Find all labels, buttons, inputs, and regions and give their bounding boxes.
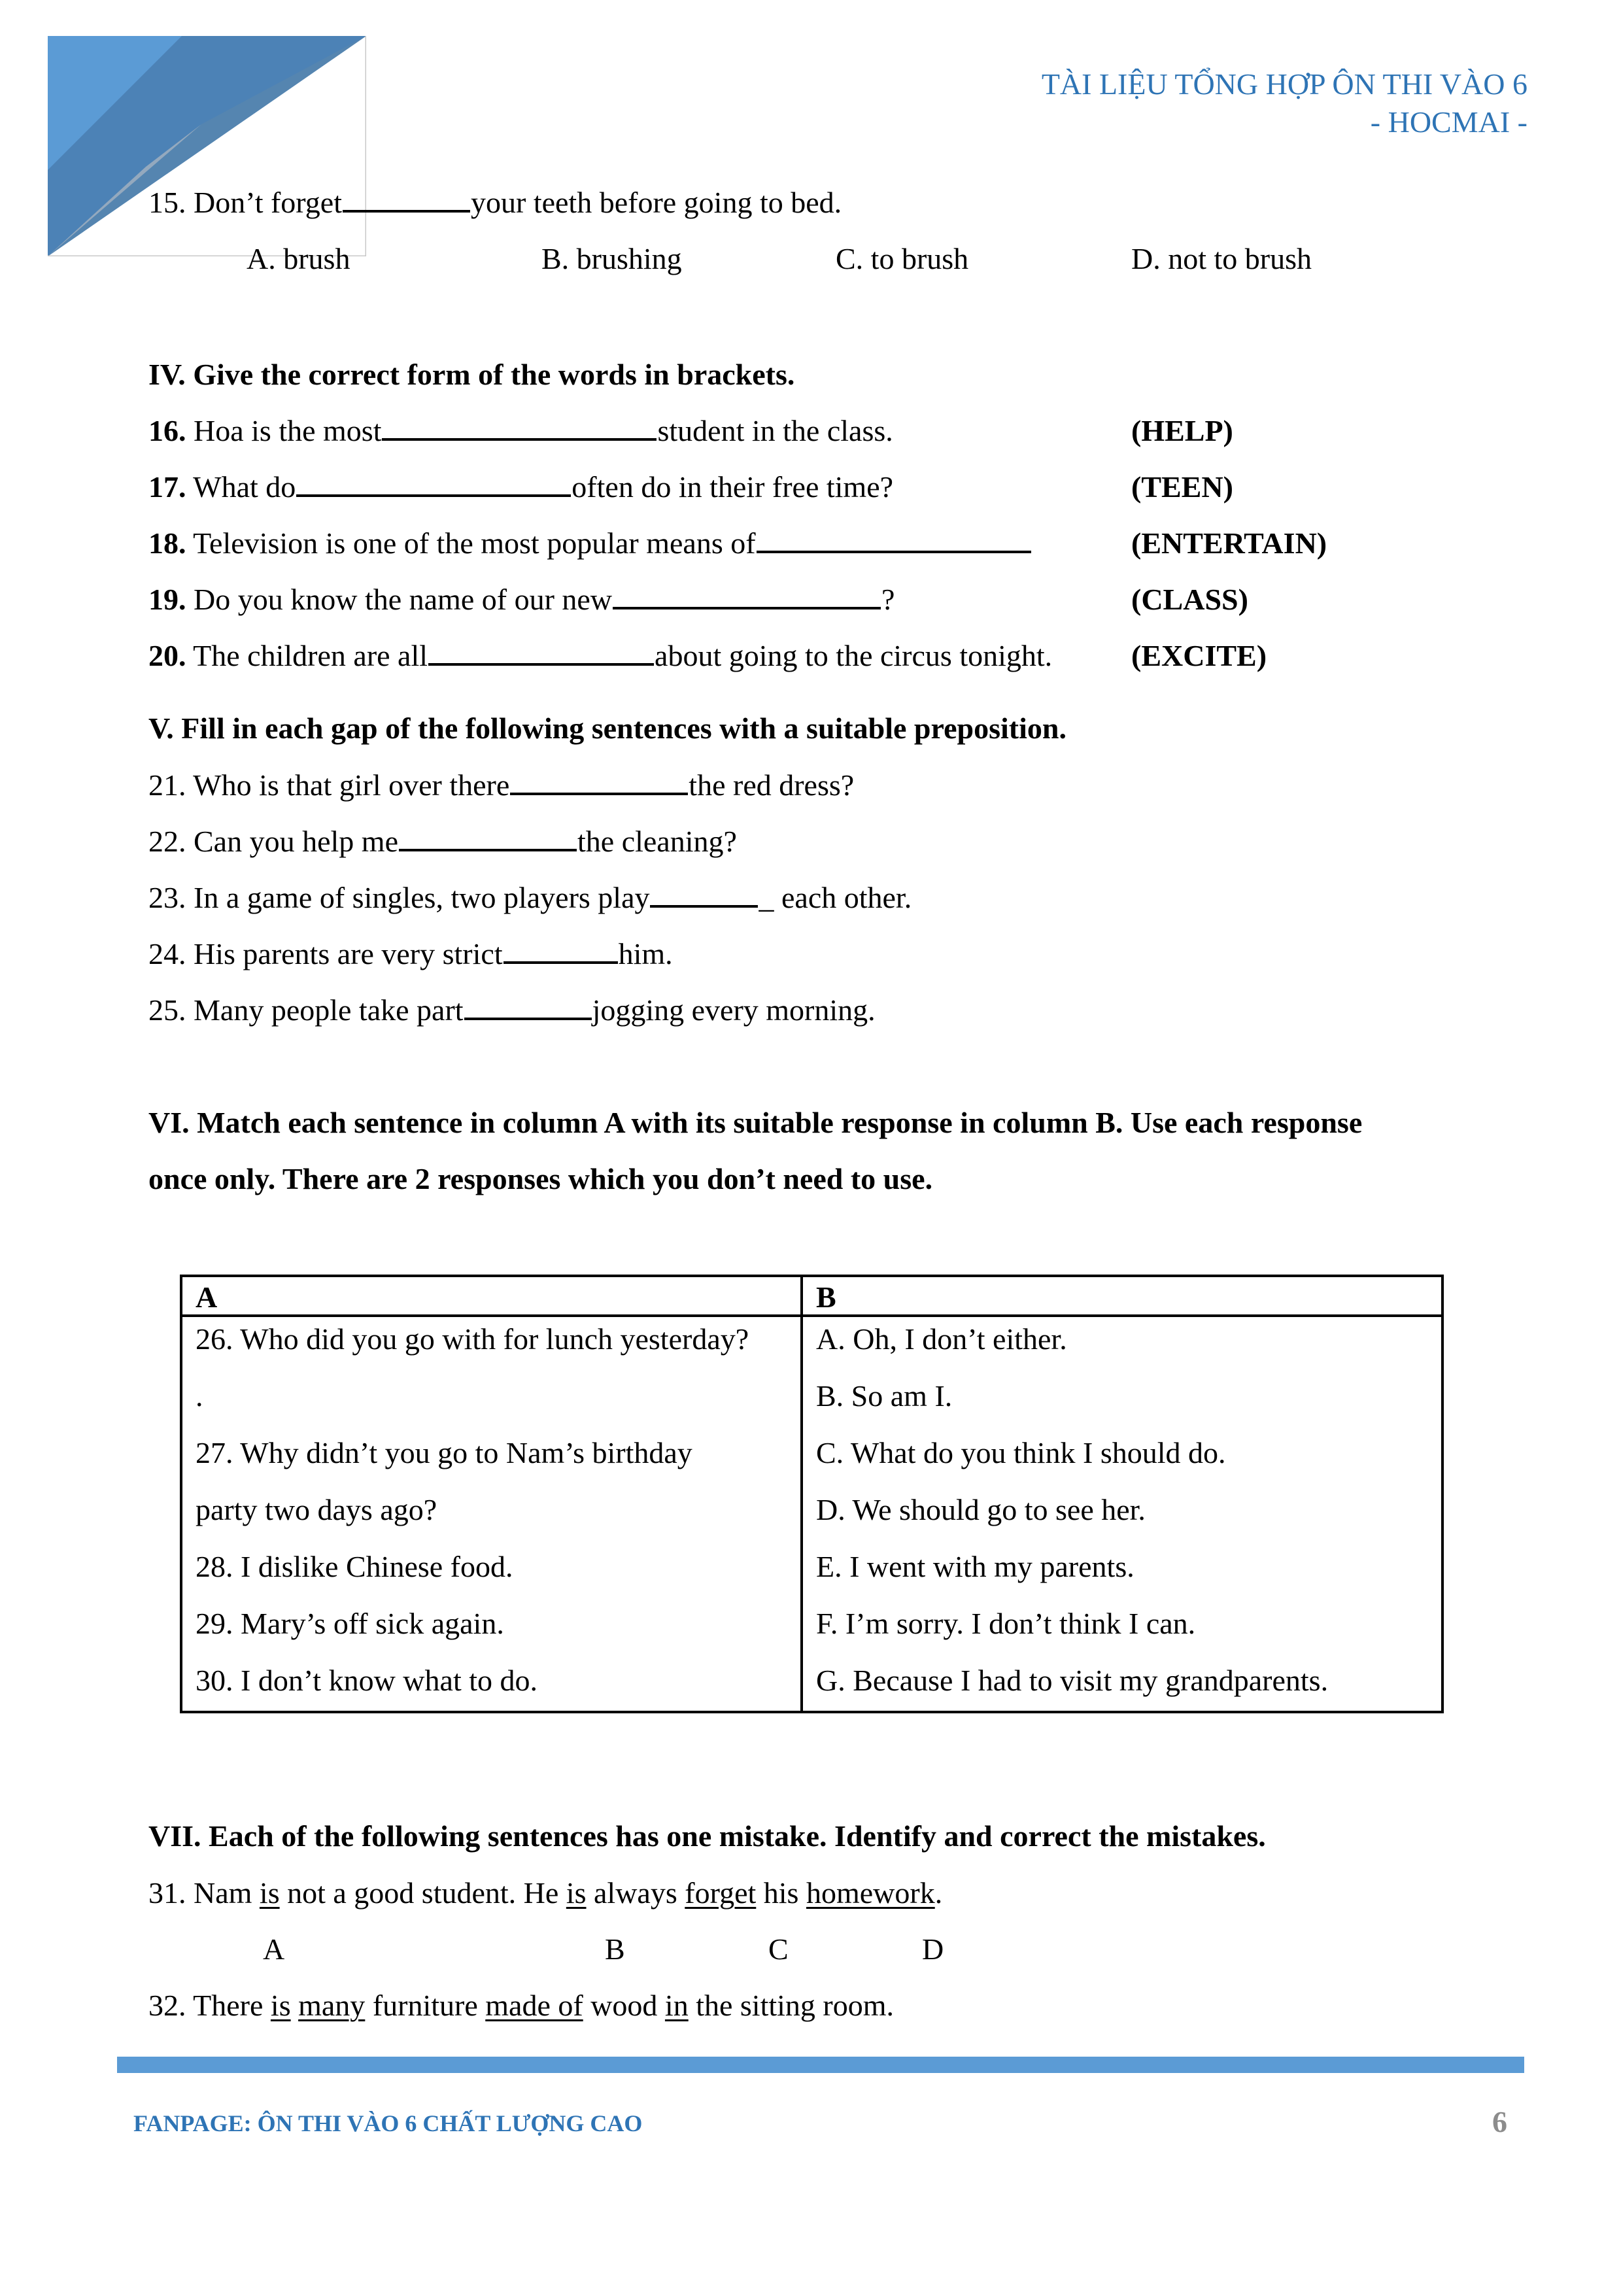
word-hint: (HELP) [1131,414,1233,447]
list-item: F. I’m sorry. I don’t think I can. [816,1607,1196,1640]
question-25 [148,995,876,1025]
answer-blank[interactable] [757,550,1031,553]
page-number: 6 [1492,2105,1507,2138]
question-32 [148,1991,894,2021]
footer-fanpage: FANPAGE: ÔN THI VÀO 6 CHẤT LƯỢNG CAO [133,2110,643,2136]
table-body-row [181,1316,1442,1712]
document-header-title: TÀI LIỆU TỔNG HỢP ÔN THI VÀO 6 [1041,67,1527,101]
answer-blank[interactable] [613,606,881,609]
question-text: . [934,1876,943,1910]
list-item: 30. I don’t know what to do. [196,1664,538,1697]
underlined-option-c[interactable]: forget [685,1876,757,1910]
question-number: 18. [148,526,186,560]
question-text: Do you know the name of our new [186,583,613,616]
question-text: wood [583,1989,665,2022]
answer-blank[interactable] [464,1017,592,1020]
question-text: the sitting room. [688,1989,895,2022]
option-label-a: A [263,1932,285,1966]
question-19 [148,585,895,615]
question-text: his [756,1876,806,1910]
question-text: _ each other. [759,881,912,914]
underlined-option-b[interactable]: many [298,1989,366,2022]
answer-blank[interactable] [382,437,657,441]
question-15 [148,188,842,218]
question-text [291,1989,299,2022]
answer-blank[interactable] [650,904,758,908]
question-text: ? [881,583,895,616]
answer-blank[interactable] [503,961,618,964]
list-item: B. So am I. [816,1379,953,1413]
question-text: often do in their free time? [572,470,894,504]
column-a-header: A [181,1276,802,1316]
underlined-option-b[interactable]: is [566,1876,587,1910]
answer-blank[interactable] [510,792,688,795]
answer-blank[interactable] [343,209,470,213]
question-text: 32. There [148,1989,271,2022]
question-number: 20. [148,639,186,672]
list-item: E. I went with my parents. [816,1550,1135,1583]
question-24 [148,939,673,969]
question-text: Hoa is the most [186,414,382,447]
question-text: Television is one of the most popular means of [186,526,756,560]
underlined-option-c[interactable]: made of [485,1989,583,2022]
question-text: 21. Who is that girl over there [148,768,510,802]
question-text: 15. Don’t forget [148,186,342,219]
question-16 [148,416,893,446]
option-b[interactable]: B. brushing [541,242,682,275]
option-label-c: C [768,1932,789,1966]
question-31 [148,1878,942,1908]
word-hint: (CLASS) [1131,583,1248,616]
section-vii-title: VII. Each of the following sentences has one mistake. Identify and correct the mistakes. [148,1819,1266,1853]
option-c[interactable]: C. to brush [836,242,969,275]
option-label-d: D [922,1932,944,1966]
list-item: A. Oh, I don’t either. [816,1322,1067,1356]
section-vi-title-line1: VI. Match each sentence in column A with its suitable response in column B. Use each response [148,1106,1363,1139]
column-b-cell [802,1316,1442,1712]
footer-divider-bar [117,2057,1524,2073]
question-number: 16. [148,414,186,447]
list-item: G. Because I had to visit my grandparents. [816,1664,1329,1697]
answer-blank[interactable] [428,662,654,666]
question-22 [148,827,737,857]
question-text: furniture [365,1989,486,2022]
question-text: 24. His parents are very strict [148,937,503,970]
question-text: the red dress? [689,768,855,802]
question-21 [148,770,854,800]
question-text: the cleaning? [577,825,737,858]
list-item: 29. Mary’s off sick again. [196,1607,504,1640]
section-iv-title: IV. Give the correct form of the words in brackets. [148,358,795,391]
underlined-option-d[interactable]: homework [806,1876,935,1910]
list-item: 26. Who did you go with for lunch yesterday? [196,1322,749,1356]
question-18 [148,528,1032,558]
question-text: about going to the circus tonight. [655,639,1053,672]
list-item: 27. Why didn’t you go to Nam’s birthday [196,1436,692,1469]
question-text: 31. Nam [148,1876,260,1910]
matching-table [180,1275,1444,1713]
list-item: D. We should go to see her. [816,1493,1146,1526]
question-number: 19. [148,583,186,616]
question-text: 22. Can you help me [148,825,398,858]
table-header-row [181,1276,1442,1316]
question-text: student in the class. [657,414,893,447]
list-item: 28. I dislike Chinese food. [196,1550,513,1583]
word-hint: (EXCITE) [1131,639,1267,672]
question-23 [148,883,912,913]
question-text: 25. Many people take part [148,993,464,1027]
list-item: C. What do you think I should do. [816,1436,1226,1469]
question-text: your teeth before going to bed. [471,186,842,219]
answer-blank[interactable] [296,494,571,497]
column-a-cell [181,1316,802,1712]
question-text: The children are all [186,639,428,672]
option-a[interactable]: A. brush [247,242,350,275]
list-item: party two days ago? [196,1493,437,1526]
underlined-option-d[interactable]: in [664,1989,689,2022]
section-v-title: V. Fill in each gap of the following sentences with a suitable preposition. [148,711,1066,745]
question-text: 23. In a game of singles, two players play [148,881,650,914]
question-text: not a good student. He [279,1876,566,1910]
option-d[interactable]: D. not to brush [1131,242,1312,275]
question-text: jogging every morning. [592,993,876,1027]
option-label-b: B [605,1932,625,1966]
word-hint: (TEEN) [1131,470,1233,504]
question-text: always [586,1876,685,1910]
underlined-option-a[interactable]: is [259,1876,280,1910]
question-text: What do [186,470,296,504]
corner-triangle-decoration [48,36,366,256]
section-vi-title-line2: once only. There are 2 responses which you don’t need to use. [148,1162,933,1195]
question-number: 17. [148,470,186,504]
column-b-header: B [802,1276,1442,1316]
answer-blank[interactable] [399,848,577,851]
question-17 [148,472,893,502]
document-header-subtitle: - HOCMAI - [1370,105,1527,139]
word-hint: (ENTERTAIN) [1131,526,1327,560]
underlined-option-a[interactable]: is [270,1989,291,2022]
list-item: . [196,1379,203,1413]
question-20 [148,641,1052,671]
question-text: him. [618,937,673,970]
